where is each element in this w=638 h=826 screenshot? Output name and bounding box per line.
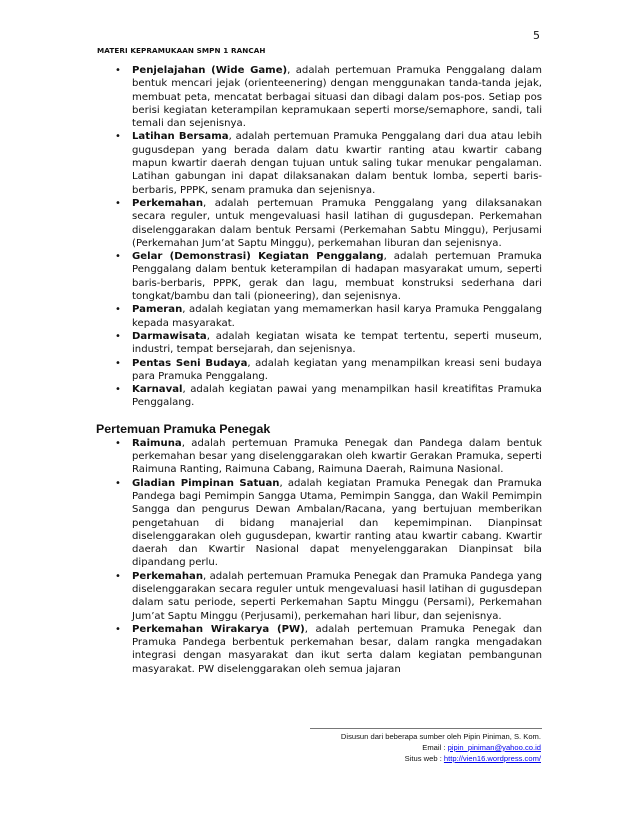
footer-email-label: Email : (422, 743, 448, 752)
item-term: Penjelajahan (Wide Game) (132, 65, 288, 76)
item-term: Perkemahan Wirakarya (PW) (132, 623, 305, 635)
item-term: Perkemahan (132, 197, 204, 209)
item-text: , adalah pertemuan Pramuka Penggalang dari dua atau lebih gugusdepan yang berada dalam datu kwartir ranting atau kwartir cabang mapun kwartir daerah dengan tujuan untuk saling tukar menukar pengalaman. Latihan gabungan ini dapat dilaksanakan dalam bentuk lomba, seperti baris-berbaris, PPPK, senam pramuka dan sejenisnya. (132, 131, 542, 196)
penggalang-list (96, 64, 542, 410)
bullet-icon: • (115, 197, 121, 209)
item-term: Gladian Pimpinan Satuan (132, 477, 280, 489)
item-text: , adalah kegiatan pawai yang menampilkan hasil kreatifitas Pramuka Penggalang. (132, 384, 542, 409)
footer-email-line (341, 742, 541, 753)
item-text: , adalah pertemuan Pramuka Penggalang dalam bentuk mencari jejak (orienteenering) dengan menggunakan tanda-tanda jejak, membuat peta, mencatat berbagai situasi dan dibagi dalam pos-pos. Setiap pos berisi kegiatan keterampilan kepramukaan seperti morse/semaphore, sandi, tali temali dan sejenisnya. (132, 65, 542, 130)
page-number: 5 (533, 29, 540, 42)
item-text: , adalah kegiatan yang memamerkan hasil karya Pramuka Penggalang kepada masyarakat. (132, 304, 542, 329)
item-text: , adalah pertemuan Pramuka Penggalang yang dilaksanakan secara reguler, untuk mengevaluasi hasil latihan di gugusdepan. Perkemahan diselenggarakan dalam bentuk Persami (Perkemahan Sabtu Minggu), Perjusami (Perkemahan Jum’at Saptu Minggu), perkemahan liburan dan sejenisnya. (132, 197, 542, 249)
item-text: , adalah kegiatan Pramuka Penegak dan Pramuka Pandega bagi Pemimpin Sangga Utama, Pemimpin Sangga, dan Wakil Pemimpin Sangga dan pengurus Dewan Ambalan/Racana, yang bertujuan memberikan pengetahuan di bidang manajerial dan kepemimpinan. Dianpinsat diselenggarakan oleh gugusdepan, kwartir ranting atau kwartir cabang. Kwartir daerah dan Kwartir Nasional dapat menyelenggarakan Dianpinsat bila dipandang perlu. (132, 477, 542, 569)
bullet-icon: • (115, 477, 121, 489)
item-term: Latihan Bersama (132, 131, 229, 143)
email-link[interactable]: pipin_piniman@yahoo.co.id (447, 743, 541, 752)
list-item (96, 303, 542, 330)
list-item (96, 197, 542, 250)
bullet-icon: • (115, 304, 121, 316)
bullet-icon: • (115, 623, 121, 635)
penegak-list (96, 437, 542, 676)
list-item (96, 330, 542, 357)
list-item (96, 250, 542, 303)
footer-author: Disusun dari beberapa sumber oleh Pipin Piniman, S. Kom. (340, 732, 541, 741)
bullet-icon: • (115, 570, 121, 582)
item-term: Pentas Seni Budaya (132, 357, 248, 369)
bullet-icon: • (115, 131, 121, 143)
list-item (96, 437, 542, 477)
bullet-icon: • (115, 357, 121, 369)
item-term: Pameran (132, 304, 183, 316)
footer-site-label: Situs web : (404, 754, 444, 763)
list-item (96, 130, 542, 196)
footer-site-line (341, 753, 541, 764)
item-term: Darmawisata (132, 330, 207, 342)
item-term: Perkemahan (132, 570, 204, 582)
list-item (96, 357, 542, 384)
list-item (96, 383, 542, 410)
item-term: Gelar (Demonstrasi) Kegiatan Penggalang (132, 251, 384, 263)
footer (341, 731, 541, 764)
item-text: , adalah pertemuan Pramuka Penegak dan Pandega dalam bentuk perkemahan besar yang diselenggarakan oleh kwartir Gerakan Pramuka, seperti Raimuna Ranting, Raimuna Cabang, Raimuna Daerah, Raimuna Nasional. (132, 437, 542, 476)
item-text: , adalah pertemuan Pramuka Penggalang dalam bentuk keterampilan di hadapan masyarakat umum, seperti baris-berbaris, PPPK, gerak dan lagu, membuat konstruksi sederhana dari tongkat/bambu dan tali (pioneering), dan sejenisnya. (132, 251, 542, 303)
item-text: , adalah kegiatan yang menampilkan kreasi seni budaya para Pramuka Penggalang. (132, 357, 542, 382)
list-item (96, 623, 542, 676)
list-item (96, 64, 542, 130)
bullet-icon: • (115, 437, 121, 449)
section-heading-penegak: Pertemuan Pramuka Penegak (96, 421, 271, 436)
list-item (96, 477, 542, 570)
item-term: Raimuna (132, 437, 182, 449)
website-link[interactable]: http://vien16.wordpress.com/ (443, 754, 541, 763)
item-term: Karnaval (132, 384, 183, 396)
document-body (96, 64, 542, 676)
item-text: , adalah pertemuan Pramuka Penegak dan Pramuka Pandega berbentuk perkemahan besar, dalam rangka mengadakan integrasi dengan masyarakat dan ikut serta dalam kegiatan pembangunan masyarakat. PW diselenggarakan oleh semua jajaran (132, 623, 542, 675)
footer-divider (310, 728, 542, 729)
bullet-icon: • (115, 384, 121, 396)
bullet-icon: • (115, 251, 121, 263)
list-item (96, 570, 542, 623)
bullet-icon: • (115, 65, 121, 76)
running-header: MATERI KEPRAMUKAAN SMPN 1 RANCAH (97, 46, 266, 55)
item-text: , adalah pertemuan Pramuka Penegak dan Pramuka Pandega yang diselenggarakan secara reguler untuk mengevaluasi hasil latihan di gugusdepan dalam satu periode, seperti Perkemahan Saptu Minggu (Persami), Perkemahan Jum’at Saptu Minggu (Perjusami), perkemahan hari libur, dan sejenisnya. (132, 570, 542, 622)
item-text: , adalah kegiatan wisata ke tempat tertentu, seperti museum, industri, tempat bersejarah, dan sejenisnya. (132, 330, 542, 356)
bullet-icon: • (115, 330, 121, 342)
